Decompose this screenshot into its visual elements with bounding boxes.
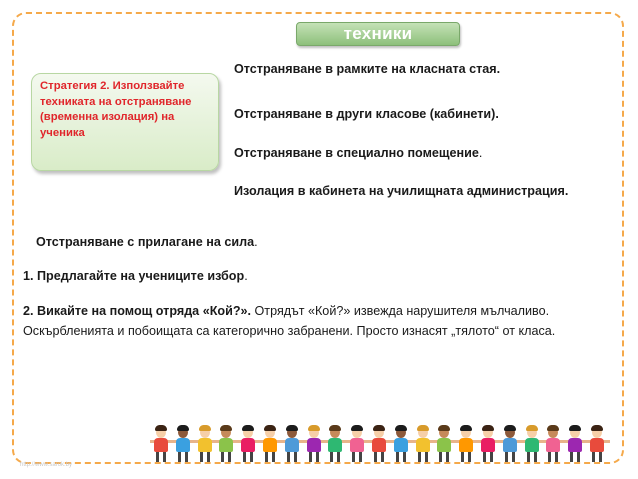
child-figure-icon — [499, 425, 521, 465]
point-2-bold: 2. Викайте на помощ отряда «Кой?». — [23, 304, 252, 318]
watermark: http://www.sarok.by — [20, 462, 73, 468]
child-figure-icon — [390, 425, 412, 465]
technique-item-4: Изолация в кабинета на училищната администрация. — [234, 184, 569, 198]
child-figure-icon — [150, 425, 172, 465]
child-figure-icon — [521, 425, 543, 465]
slide-title: техники — [296, 22, 460, 46]
technique-item-1: Отстраняване в рамките на класната стая. — [234, 62, 501, 76]
child-figure-icon — [346, 425, 368, 465]
children-border-icon — [150, 425, 610, 465]
child-figure-icon — [237, 425, 259, 465]
force-line-text: Отстраняване с прилагане на сила — [36, 235, 255, 249]
child-figure-icon — [259, 425, 281, 465]
force-line — [36, 235, 258, 249]
technique-item-3-text: Отстраняване в специално помещение — [234, 146, 479, 160]
technique-item-3-suffix: . — [478, 146, 483, 160]
child-figure-icon — [368, 425, 390, 465]
technique-item-3 — [234, 146, 482, 160]
child-figure-icon — [281, 425, 303, 465]
point-1-suffix: . — [244, 269, 248, 283]
point-1-text: 1. Предлагайте на учениците избор — [23, 269, 245, 283]
child-figure-icon — [477, 425, 499, 465]
child-figure-icon — [412, 425, 434, 465]
technique-item-2: Отстраняване в други класове (кабинети). — [234, 107, 499, 121]
child-figure-icon — [586, 425, 608, 465]
point-2-rest: Отрядът «Кой?» извежда нарушителя мълчаливо. Оскърбленията и побоищата са категорично забранени. Просто изнасят „тялото“ от класа. — [23, 304, 556, 338]
child-figure-icon — [564, 425, 586, 465]
child-figure-icon — [194, 425, 216, 465]
child-figure-icon — [215, 425, 237, 465]
child-figure-icon — [303, 425, 325, 465]
point-2 — [23, 301, 608, 341]
child-figure-icon — [542, 425, 564, 465]
child-figure-icon — [324, 425, 346, 465]
strategy-box: Стратегия 2. Използвайте техниката на отстраняване (временна изолация) на ученика — [31, 73, 219, 171]
force-line-suffix: . — [254, 235, 258, 249]
child-figure-icon — [172, 425, 194, 465]
child-figure-icon — [455, 425, 477, 465]
point-1 — [23, 269, 248, 283]
child-figure-icon — [433, 425, 455, 465]
